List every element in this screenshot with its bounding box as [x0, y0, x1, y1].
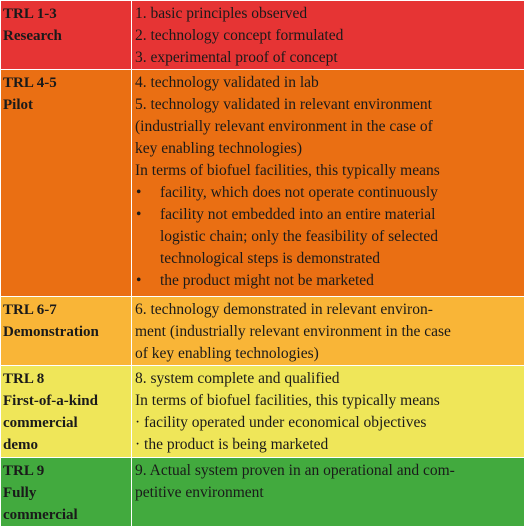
description-line: key enabling technologies): [135, 140, 303, 157]
trl-stage-label: Demonstration: [3, 324, 99, 340]
table-row-trl-6-7: [1, 297, 525, 366]
trl-description-cell: [132, 297, 525, 366]
description-line: 1. basic principles observed: [135, 5, 308, 22]
trl-range-label: TRL 4-5: [3, 75, 57, 91]
description-line: 8. system complete and qualified: [135, 370, 340, 387]
trl-label-cell: [1, 458, 132, 527]
description-line: 3. experimental proof of concept: [135, 49, 338, 66]
bullet-text: the product might not be marketed: [160, 272, 374, 289]
trl-stage-label: commercial: [3, 507, 78, 523]
table-row-trl-8: [1, 366, 525, 458]
trl-label-cell: [1, 297, 132, 366]
description-line: ment (industrially relevant environment in the case: [135, 323, 451, 340]
description-line: In terms of biofuel facilities, this typically means: [135, 162, 440, 179]
bullet-item: [135, 270, 520, 292]
bullet-text: technological steps is demonstrated: [160, 250, 380, 267]
trl-stage-label: Research: [3, 28, 62, 44]
trl-range-label: TRL 8: [3, 371, 45, 387]
table-row-trl-1-3: [1, 1, 525, 70]
trl-stage-label: Fully: [3, 485, 37, 501]
description-line: · facility operated under economical objectives: [135, 414, 427, 431]
trl-label-cell: [1, 1, 132, 70]
description-line: petitive environment: [135, 484, 264, 501]
trl-range-label: TRL 9: [3, 463, 45, 479]
trl-description-cell: [132, 1, 525, 70]
trl-stage-label: commercial: [3, 415, 78, 431]
description-line: 5. technology validated in relevant environment: [135, 96, 432, 113]
description-line: · the product is being marketed: [135, 436, 329, 453]
description-line: 9. Actual system proven in an operational and com-: [135, 462, 455, 479]
bullet-glyph: •: [136, 272, 142, 289]
trl-stage-label: demo: [3, 437, 38, 453]
trl-stage-label: Pilot: [3, 97, 33, 113]
table-row-trl-4-5: [1, 70, 525, 297]
trl-label-cell: [1, 366, 132, 458]
description-line: (industrially relevant environment in the case of: [135, 118, 433, 135]
bullet-item: [135, 182, 520, 204]
description-line: In terms of biofuel facilities, this typically means: [135, 392, 440, 409]
description-line: of key enabling technologies): [135, 345, 319, 362]
trl-stage-label: First-of-a-kind: [3, 393, 98, 409]
bullet-text: facility, which does not operate continuously: [160, 184, 438, 201]
description-line: 4. technology validated in lab: [135, 74, 319, 91]
trl-description-cell: [132, 70, 525, 297]
trl-description-cell: [132, 458, 525, 527]
bullet-glyph: •: [136, 206, 142, 223]
bullet-text: facility not embedded into an entire material: [160, 206, 436, 223]
bullet-item: [135, 204, 520, 226]
trl-label-cell: [1, 70, 132, 297]
bullet-text: logistic chain; only the feasibility of selected: [160, 228, 439, 245]
trl-range-label: TRL 6-7: [3, 302, 57, 318]
description-line: 6. technology demonstrated in relevant environ-: [135, 301, 433, 318]
bullet-glyph: •: [136, 184, 142, 201]
description-line: 2. technology concept formulated: [135, 27, 344, 44]
trl-description-cell: [132, 366, 525, 458]
trl-range-label: TRL 1-3: [3, 6, 57, 22]
table-row-trl-9: [1, 458, 525, 527]
